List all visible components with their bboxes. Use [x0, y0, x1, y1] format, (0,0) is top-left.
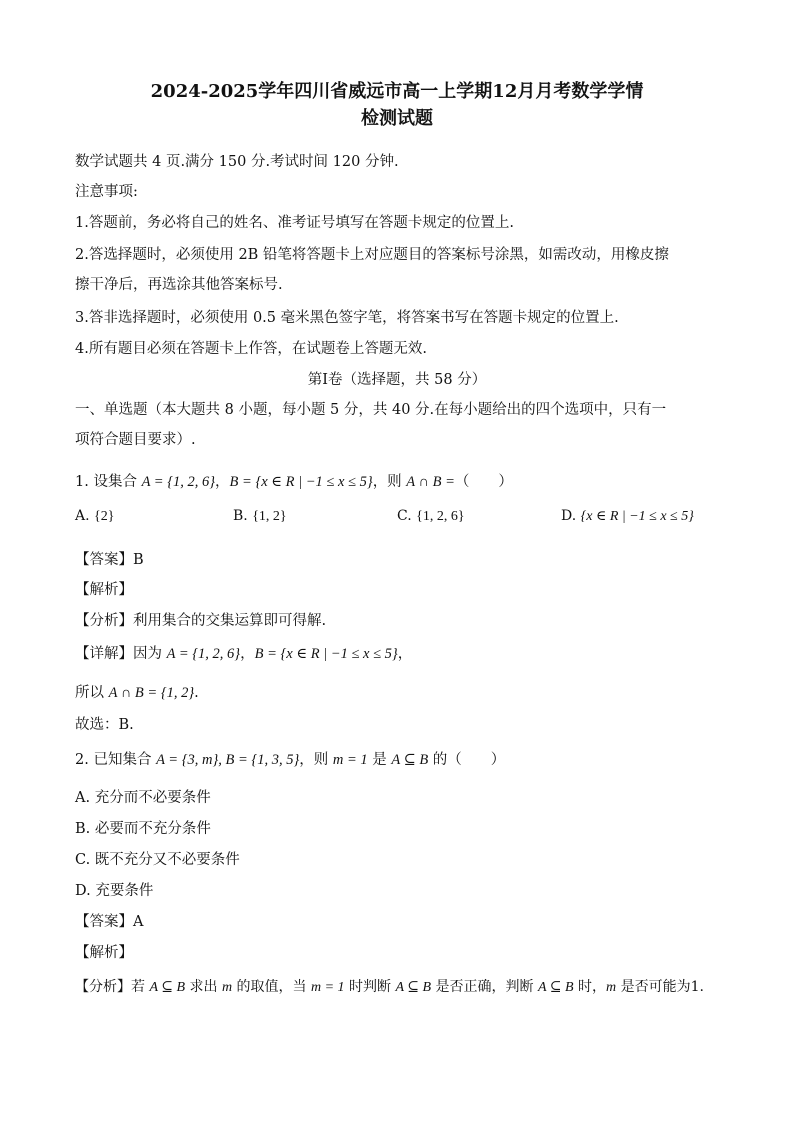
notice-4: 4.所有题目必须在答题卡上作答，在试题卷上答题无效. — [75, 341, 427, 357]
q1-option-b-value: {1, 2} — [252, 509, 287, 524]
q2-fenxi-cond: m = 1 — [310, 980, 345, 995]
q2-stem — [75, 748, 505, 769]
q1-set-a: A = {1, 2, 6} — [141, 474, 216, 490]
q2-fenxi-rel3: A ⊆ B — [537, 980, 574, 995]
q1-ask: A ∩ B = — [406, 474, 455, 490]
q2-answer: 【答案】A — [75, 914, 144, 930]
q1-option-c — [397, 508, 465, 525]
q1-detail-end: ， — [397, 646, 413, 662]
q1-prefix: 1. 设集合 — [75, 474, 142, 490]
section-heading-b: 项符合题目要求）. — [75, 432, 196, 448]
q1-stem — [75, 470, 513, 491]
q2-fenxi-5: 是否正确，判断 — [431, 979, 538, 995]
q1-conclusion — [75, 681, 199, 702]
q1-option-a-value: {2} — [94, 509, 115, 524]
q2-fenxi-6: 时， — [573, 979, 606, 995]
notice-1: 1.答题前，务必将自己的姓名、准考证号填写在答题卡规定的位置上. — [75, 215, 514, 231]
q1-option-c-value: {1, 2, 6} — [416, 509, 465, 524]
section-heading-a: 一、单选题（本大题共 8 小题，每小题 5 分，共 40 分.在每小题给出的四个选项中，只有一 — [75, 402, 667, 418]
q2-mid: ，则 — [299, 752, 333, 768]
q1-option-b — [233, 508, 287, 525]
q1-option-d-label: D. — [561, 508, 577, 524]
q2-cond: m = 1 — [332, 752, 368, 768]
q1-detail-set-b: B = {x ∈ R | −1 ≤ x ≤ 5} — [254, 646, 398, 662]
q2-option-a: A. 充分而不必要条件 — [75, 790, 211, 806]
q1-option-b-label: B. — [233, 508, 248, 524]
q1-set-b: B = {x ∈ R | −1 ≤ x ≤ 5} — [229, 474, 373, 490]
q2-option-c: C. 既不充分又不必要条件 — [75, 852, 240, 868]
q2-option-d: D. 充要条件 — [75, 883, 154, 899]
q1-detail — [75, 642, 412, 663]
q1-detail-prefix: 【详解】因为 — [75, 646, 167, 662]
q1-option-c-label: C. — [397, 508, 412, 524]
q1-analysis: 【解析】 — [75, 582, 133, 598]
q1-option-d — [561, 508, 694, 525]
q2-rel: A ⊆ B — [391, 752, 429, 768]
q2-fenxi-m2: m — [606, 980, 617, 995]
notice-2b: 擦干净后，再选涂其他答案标号. — [75, 277, 283, 293]
q1-option-a-label: A. — [75, 508, 90, 524]
title-line-1: 2024-2025学年四川省威远市高一上学期12月月考数学学情 — [150, 81, 644, 102]
q1-blank: （ ） — [454, 474, 513, 490]
title-line-2: 检测试题 — [361, 108, 433, 129]
q2-fenxi-4: 时判断 — [344, 979, 396, 995]
q2-fenxi-rel2: A ⊆ B — [395, 980, 432, 995]
q2-fenxi-1: 【分析】若 — [75, 979, 150, 995]
q2-analysis: 【解析】 — [75, 945, 133, 961]
q2-mid2: 是 — [367, 752, 392, 768]
q2-fenxi — [75, 976, 704, 996]
q1-so-prefix: 所以 — [75, 685, 109, 701]
q1-choose: 故选：B. — [75, 717, 134, 733]
q1-answer: 【答案】B — [75, 552, 144, 568]
q2-fenxi-rel1: A ⊆ B — [149, 980, 186, 995]
notice-2a: 2.答选择题时，必须使用 2B 铅笔将答题卡上对应题目的答案标号涂黑，如需改动，用橡皮擦 — [75, 247, 669, 263]
q2-fenxi-7: 是否可能为1. — [616, 979, 704, 995]
q2-sets: A = {3, m}, B = {1, 3, 5} — [156, 752, 300, 768]
q1-comma: ， — [215, 474, 230, 490]
q2-fenxi-2: 求出 — [185, 979, 222, 995]
exam-info: 数学试题共 4 页.满分 150 分.考试时间 120 分钟. — [75, 154, 399, 170]
notice-heading: 注意事项: — [75, 184, 138, 200]
q2-prefix: 2. 已知集合 — [75, 752, 157, 768]
q2-option-b: B. 必要而不充分条件 — [75, 821, 211, 837]
q2-end: 的（ ） — [428, 752, 506, 768]
q1-fenxi: 【分析】利用集合的交集运算即可得解. — [75, 613, 327, 629]
q1-option-a — [75, 508, 114, 525]
q1-detail-set-a: A = {1, 2, 6} — [166, 646, 241, 662]
q2-fenxi-3: 的取值，当 — [232, 979, 311, 995]
notice-3: 3.答非选择题时，必须使用 0.5 毫米黑色签字笔，将答案书写在答题卡规定的位置上. — [75, 310, 619, 326]
q1-option-d-value: {x ∈ R | −1 ≤ x ≤ 5} — [580, 509, 694, 524]
q2-fenxi-m1: m — [221, 980, 233, 995]
q1-mid: ，则 — [372, 474, 407, 490]
volume-heading: 第Ⅰ卷（选择题，共 58 分） — [307, 372, 487, 388]
q1-detail-comma: ， — [240, 646, 255, 662]
q1-so-end: . — [194, 685, 199, 701]
q1-so-eq: A ∩ B = {1, 2} — [108, 685, 195, 701]
